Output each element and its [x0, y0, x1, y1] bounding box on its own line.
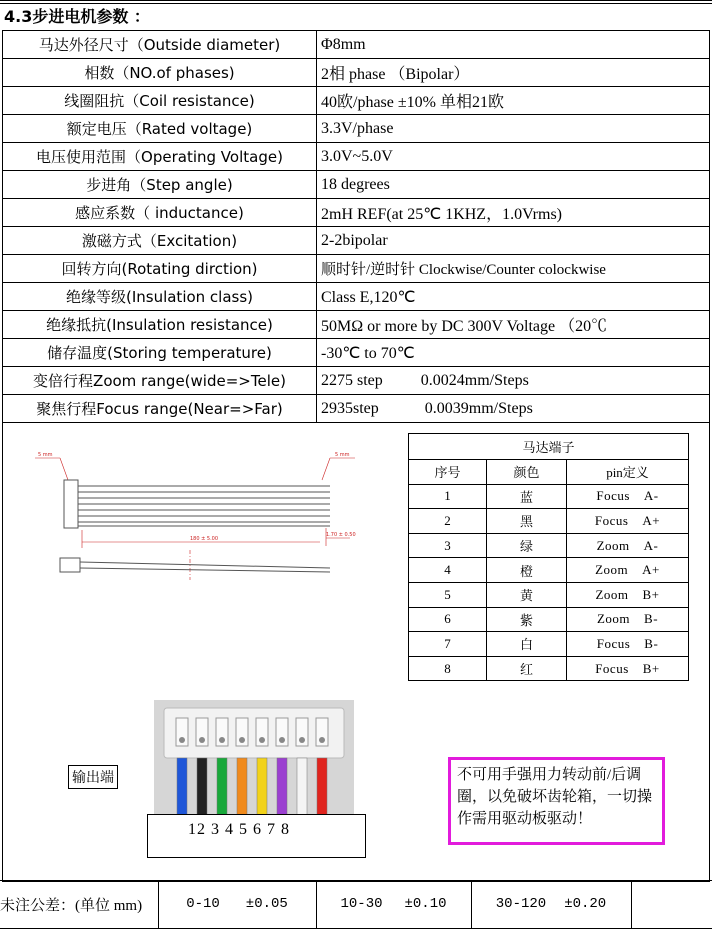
pin-table	[408, 433, 689, 681]
tolerance-row	[0, 880, 712, 930]
spec-row	[3, 59, 710, 87]
spec-label: 步进角（Step angle)	[3, 171, 317, 199]
spec-row	[3, 339, 710, 367]
spec-row	[3, 115, 710, 143]
spec-label: 储存温度(Storing temperature)	[3, 339, 317, 367]
spec-row	[3, 171, 710, 199]
spec-row	[3, 395, 710, 423]
pin-color: 蓝	[487, 484, 567, 509]
warning-box	[448, 757, 665, 845]
output-label: 输出端	[68, 765, 118, 789]
pin-func: Focus A+	[567, 509, 689, 534]
dim-strip-label: 1.70 ± 0.50	[326, 532, 356, 538]
pin-func: Zoom B-	[567, 607, 689, 632]
spec-label: 相数（NO.of phases)	[3, 59, 317, 87]
wire-8	[317, 758, 327, 820]
pin-numbers: 12 3 4 5 6 7 8	[188, 821, 290, 838]
spec-value: 2-2bipolar	[317, 227, 710, 255]
pin-color: 橙	[487, 558, 567, 583]
focus-step-size: 0.0039mm/Steps	[424, 399, 533, 417]
pin-row	[409, 632, 689, 657]
spec-row	[3, 227, 710, 255]
pin-color: 绿	[487, 533, 567, 558]
pin-no: 2	[409, 509, 487, 534]
spec-value	[317, 395, 710, 423]
spec-label: 马达外径尺寸（Outside diameter)	[3, 31, 317, 59]
pin-contact	[219, 737, 225, 743]
dim-leader	[60, 458, 68, 480]
spec-row	[3, 31, 710, 59]
spec-value: 2相 phase （Bipolar）	[317, 59, 710, 87]
tolerance-cell: 30-120 ±0.20	[471, 880, 632, 928]
spec-value: 40欧/phase ±10% 单相21欧	[317, 87, 710, 115]
pin-row	[409, 558, 689, 583]
pin-no: 8	[409, 656, 487, 681]
wire-3	[217, 758, 227, 820]
spec-row	[3, 87, 710, 115]
tolerance-cell: 10-30 ±0.10	[316, 880, 472, 928]
pin-header: 序号	[409, 460, 487, 485]
spec-label: 绝缘等级(Insulation class)	[3, 283, 317, 311]
pin-func: Zoom A-	[567, 533, 689, 558]
wire-4	[237, 758, 247, 820]
focus-steps: 2935step	[321, 399, 379, 417]
spec-value: 50MΩ or more by DC 300V Voltage （20℃	[317, 311, 710, 339]
connector-side-view	[60, 558, 80, 572]
pin-no: 7	[409, 632, 487, 657]
connector-housing	[64, 480, 78, 528]
pin-func: Zoom A+	[567, 558, 689, 583]
pin-no: 6	[409, 607, 487, 632]
pin-color: 白	[487, 632, 567, 657]
pin-func: Focus A-	[567, 484, 689, 509]
pin-row	[409, 533, 689, 558]
warning-text: 不可用手强用力转动前/后调圈，以免破坏齿轮箱，一切操作需用驱动板驱动！	[457, 767, 653, 827]
pin-row	[409, 509, 689, 534]
tolerance-label: 未注公差：(单位 mm)	[0, 880, 159, 928]
pin-row	[409, 484, 689, 509]
spec-label: 线圈阻抗（Coil resistance)	[3, 87, 317, 115]
connector-photo	[154, 700, 354, 820]
spec-value: 2mH REF(at 25℃ 1KHZ，1.0Vrms)	[317, 199, 710, 227]
spec-label: 回转方向(Rotating dirction)	[3, 255, 317, 283]
wire-6	[277, 758, 287, 820]
wire-1	[177, 758, 187, 820]
pin-no: 1	[409, 484, 487, 509]
spec-label: 变倍行程Zoom range(wide=>Tele)	[3, 367, 317, 395]
dim-label: 5 mm	[38, 452, 53, 458]
pin-row	[409, 607, 689, 632]
spec-value: Φ8mm	[317, 31, 710, 59]
spec-value: 顺时针/逆时针 Clockwise/Counter colockwise	[317, 255, 710, 283]
zoom-steps: 2275 step	[321, 371, 383, 389]
wire-7	[297, 758, 307, 820]
spec-label: 聚焦行程Focus range(Near=>Far)	[3, 395, 317, 423]
spec-label: 激磁方式（Excitation)	[3, 227, 317, 255]
pin-row	[409, 582, 689, 607]
tolerance-cell: 0-10 ±0.05	[158, 880, 317, 928]
spec-table	[2, 30, 710, 423]
pin-number-box	[147, 814, 366, 858]
pin-contact	[179, 737, 185, 743]
section-title: 4.3步进电机参数 ：	[4, 7, 150, 26]
connector-photo-illustration	[154, 700, 354, 820]
pin-header: 颜色	[487, 460, 567, 485]
spec-value	[317, 367, 710, 395]
dim-leader	[322, 458, 330, 480]
dim-length-label: 180 ± 5.00	[190, 536, 219, 542]
spec-row	[3, 367, 710, 395]
pin-contact	[259, 737, 265, 743]
spec-value: -30℃ to 70℃	[317, 339, 710, 367]
pin-no: 3	[409, 533, 487, 558]
spec-value: 3.0V~5.0V	[317, 143, 710, 171]
pin-color: 黄	[487, 582, 567, 607]
wire-side-view	[80, 568, 330, 572]
pin-no: 5	[409, 582, 487, 607]
spec-row	[3, 311, 710, 339]
pin-func: Focus B-	[567, 632, 689, 657]
cable-drawing	[30, 450, 400, 590]
pin-func: Focus B+	[567, 656, 689, 681]
pin-contact	[299, 737, 305, 743]
spec-value: 18 degrees	[317, 171, 710, 199]
spec-row	[3, 143, 710, 171]
spec-value: Class E,120℃	[317, 283, 710, 311]
pin-contact	[279, 737, 285, 743]
pin-color: 紫	[487, 607, 567, 632]
pin-table-title: 马达端子	[409, 434, 689, 460]
zoom-step-size: 0.0024mm/Steps	[420, 371, 529, 389]
pin-contact	[319, 737, 325, 743]
spec-row	[3, 199, 710, 227]
pin-contact	[199, 737, 205, 743]
pin-contact	[239, 737, 245, 743]
spec-value: 3.3V/phase	[317, 115, 710, 143]
pin-color: 黑	[487, 509, 567, 534]
dim-label: 5 mm	[335, 452, 350, 458]
wire-5	[257, 758, 267, 820]
pin-row	[409, 656, 689, 681]
wire-side-view	[80, 562, 330, 568]
spec-label: 感应系数（ inductance)	[3, 199, 317, 227]
spec-label: 绝缘抵抗(Insulation resistance)	[3, 311, 317, 339]
wire-2	[197, 758, 207, 820]
spec-label: 额定电压（Rated voltage)	[3, 115, 317, 143]
pin-no: 4	[409, 558, 487, 583]
pin-func: Zoom B+	[567, 582, 689, 607]
spec-row	[3, 283, 710, 311]
spec-row	[3, 255, 710, 283]
spec-label: 电压使用范围（Operating Voltage)	[3, 143, 317, 171]
pin-color: 红	[487, 656, 567, 681]
pin-header: pin定义	[567, 460, 689, 485]
